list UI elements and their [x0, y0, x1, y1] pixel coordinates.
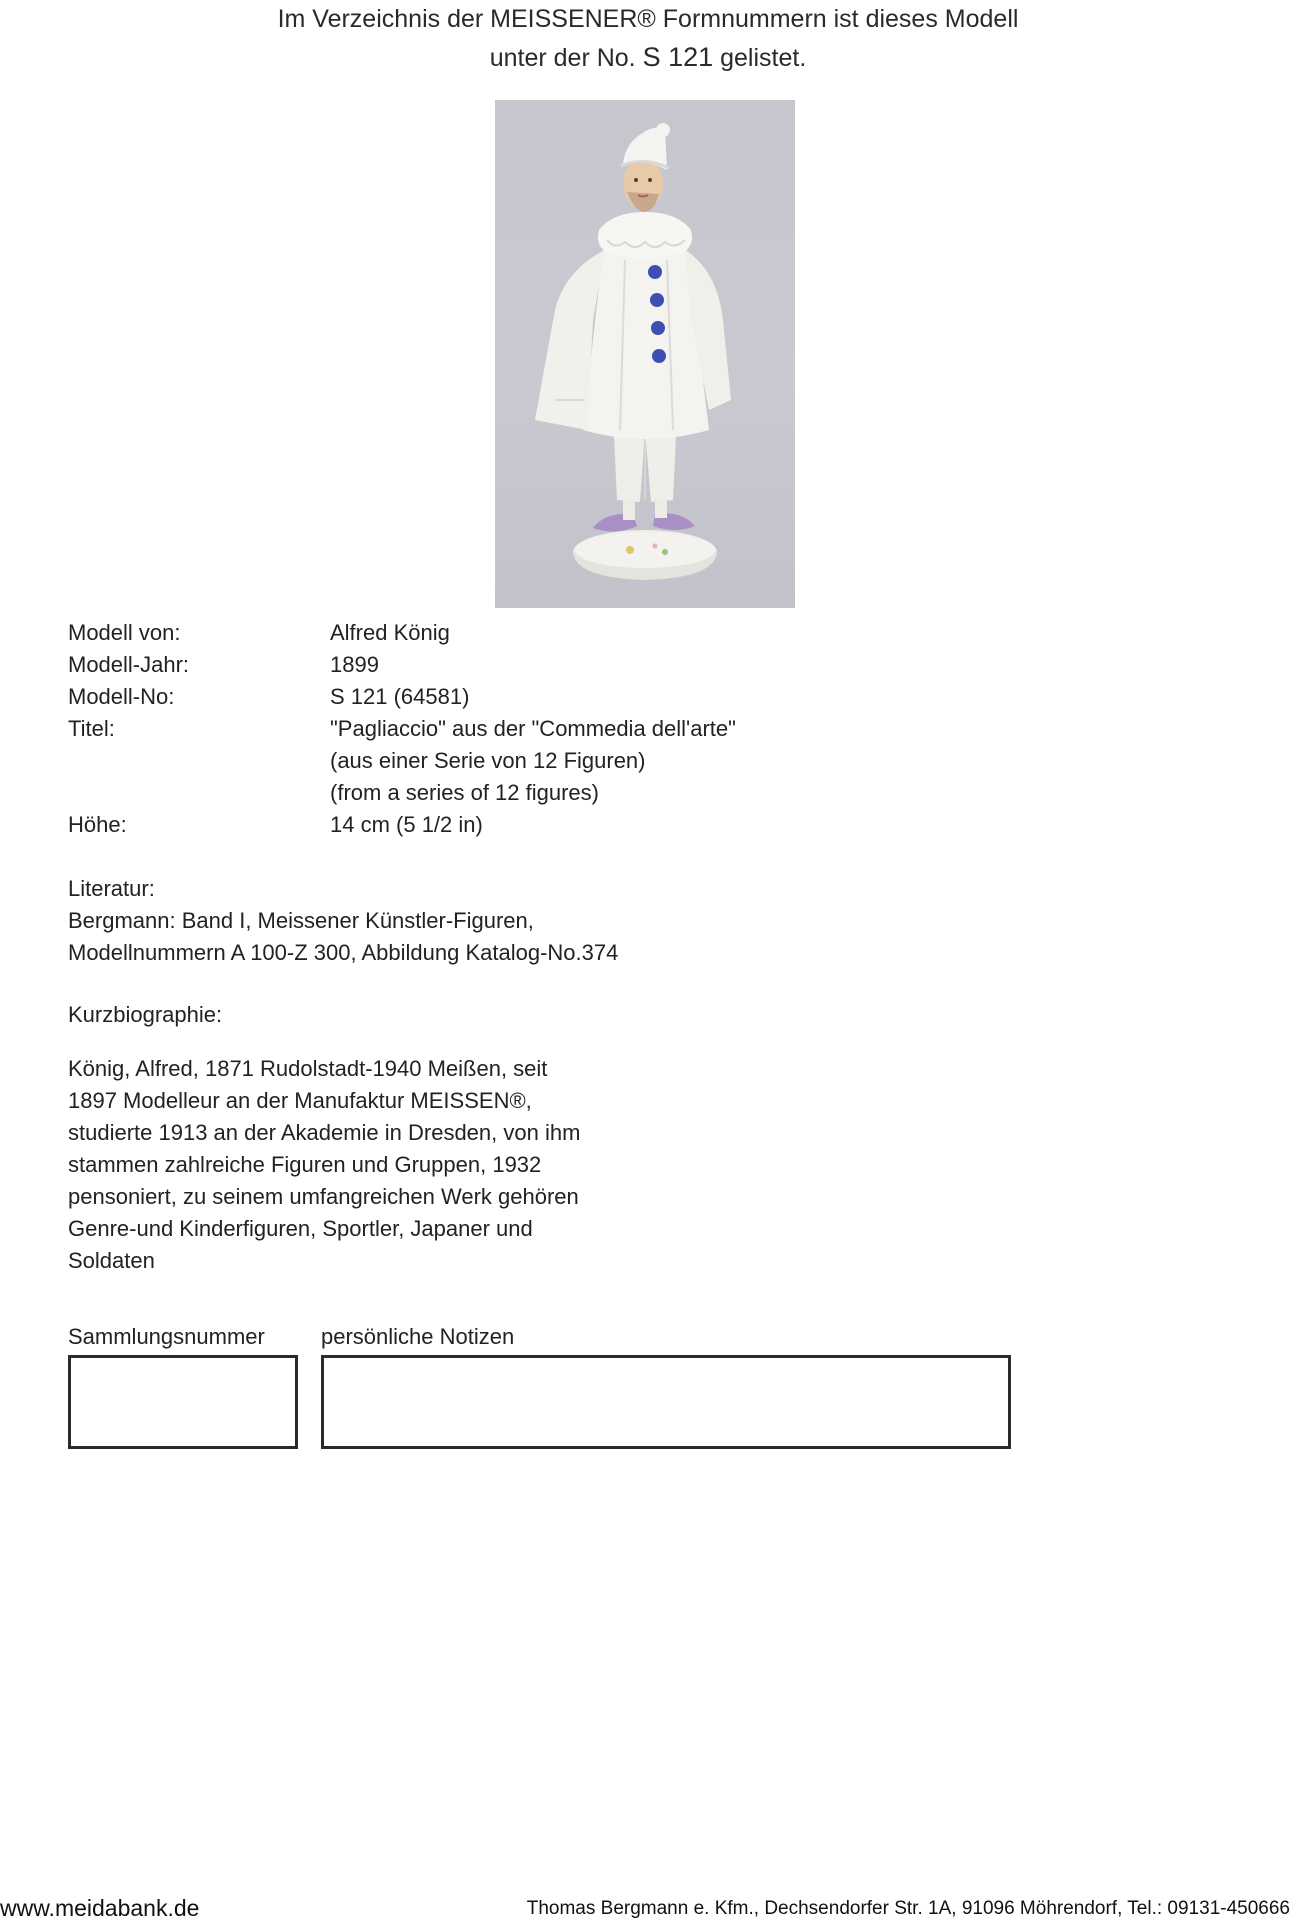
- footer-website: www.meidabank.de: [0, 1895, 200, 1921]
- header-prefix: unter der No.: [489, 44, 636, 72]
- detail-value: (from a series of 12 figures): [330, 780, 599, 805]
- personal-notes-label: persönliche Notizen: [321, 1324, 515, 1349]
- header-model-number: S 121: [642, 42, 714, 72]
- pagliaccio-figurine-image: [495, 100, 795, 608]
- biography-line: studierte 1913 an der Akademie in Dresden, von ihm: [68, 1120, 581, 1145]
- detail-value: 1899: [330, 652, 379, 677]
- literature-section: [68, 873, 788, 969]
- detail-row-model-by: [68, 617, 968, 649]
- page-header: [0, 0, 1296, 77]
- literature-label: Literatur:: [68, 876, 155, 901]
- biography-line: König, Alfred, 1871 Rudolstadt-1940 Meißen, seit: [68, 1056, 548, 1081]
- footer-address: Thomas Bergmann e. Kfm., Dechsendorfer Str. 1A, 91096 Möhrendorf, Tel.: 09131-450666: [526, 1898, 1290, 1919]
- biography-line: stammen zahlreiche Figuren und Gruppen, 1932: [68, 1152, 542, 1177]
- detail-label: Modell-No:: [68, 684, 175, 709]
- detail-value: 14 cm (5 1/2 in): [330, 812, 483, 837]
- detail-value: (aus einer Serie von 12 Figuren): [330, 748, 646, 773]
- detail-label: Höhe:: [68, 812, 127, 837]
- header-line-2: [0, 38, 1296, 77]
- detail-value-group: [330, 713, 968, 809]
- literature-line: Modellnummern A 100-Z 300, Abbildung Katalog-No.374: [68, 940, 619, 965]
- collection-number-label: Sammlungsnummer: [68, 1324, 265, 1349]
- biography-text: [68, 1053, 688, 1277]
- detail-row-model-year: [68, 649, 968, 681]
- model-details: [68, 617, 968, 841]
- detail-value: "Pagliaccio" aus der "Commedia dell'arte": [330, 716, 736, 741]
- detail-row-height: [68, 809, 968, 841]
- detail-row-model-no: [68, 681, 968, 713]
- detail-label: Titel:: [68, 716, 115, 741]
- biography-line: 1897 Modelleur an der Manufaktur MEISSEN®,: [68, 1088, 532, 1113]
- detail-label: Modell von:: [68, 620, 181, 645]
- personal-notes-field[interactable]: [321, 1355, 1011, 1449]
- biography-line: Soldaten: [68, 1248, 155, 1273]
- detail-label: Modell-Jahr:: [68, 652, 190, 677]
- biography-line: pensoniert, zu seinem umfangreichen Werk gehören: [68, 1184, 579, 1209]
- figurine-photo: [495, 100, 795, 608]
- biography-line: Genre-und Kinderfiguren, Sportler, Japaner und: [68, 1216, 533, 1241]
- literature-line: Bergmann: Band I, Meissener Künstler-Figuren,: [68, 908, 534, 933]
- header-suffix: gelistet.: [720, 44, 807, 72]
- detail-row-title: [68, 713, 968, 809]
- detail-value: S 121 (64581): [330, 684, 470, 709]
- detail-value: Alfred König: [330, 620, 450, 645]
- header-line-1: Im Verzeichnis der MEISSENER® Formnummern ist dieses Modell: [277, 5, 1019, 33]
- collection-number-field[interactable]: [68, 1355, 298, 1449]
- biography-label: Kurzbiographie:: [68, 1002, 223, 1027]
